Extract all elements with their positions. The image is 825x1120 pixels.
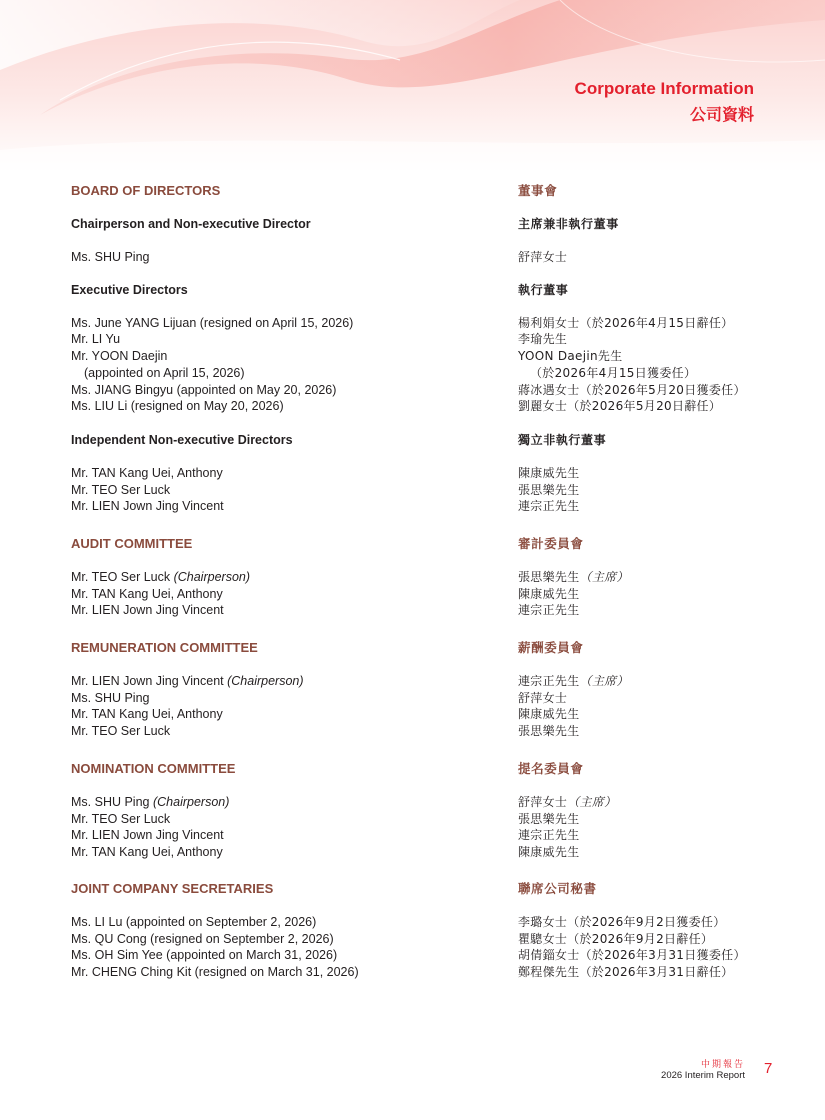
secretaries-english-column <box>71 881 491 981</box>
section-heading: JOINT COMPANY SECRETARIES <box>71 881 274 896</box>
secretary-entry-chinese: 胡倩錙女士（於2026年3月31日獲委任） <box>518 948 746 963</box>
director-entry-chinese: 舒萍女士 <box>518 250 568 264</box>
footer-report-title: 2026 Interim Report <box>661 1070 745 1081</box>
committee-chair-entry <box>71 794 491 811</box>
director-entry: Ms. JIANG Bingyu (appointed on May 20, 2026) <box>71 382 337 397</box>
remuneration-english-column <box>71 640 491 740</box>
director-entry-chinese: 楊利娟女士（於2026年4月15日辭任） <box>518 315 734 330</box>
secretary-entry-chinese: 瞿驄女士（於2026年9月2日辭任） <box>518 931 714 946</box>
director-entry-chinese: 李瑜先生 <box>518 332 568 347</box>
committee-member: Mr. TAN Kang Uei, Anthony <box>71 707 223 722</box>
director-entry-chinese: 張思樂先生 <box>518 482 580 497</box>
committee-chair-entry <box>71 673 491 690</box>
section-heading-chinese: 提名委員會 <box>518 761 584 776</box>
director-entry-chinese: 陳康威先生 <box>518 465 580 480</box>
committee-member-chinese: 陳康威先生 <box>518 586 580 601</box>
board-english-column <box>71 183 491 515</box>
subsection-heading-chinese: 主席兼非執行董事 <box>518 217 619 231</box>
section-heading-chinese: 薪酬委員會 <box>518 640 584 655</box>
audit-english-column <box>71 536 491 619</box>
chairperson-tag: (Chairperson) <box>227 674 304 688</box>
secretary-entry: Ms. LI Lu (appointed on September 2, 2026) <box>71 915 317 929</box>
secretary-entry: Mr. CHENG Ching Kit (resigned on March 31, 2026) <box>71 965 359 980</box>
chairperson-tag: (Chairperson) <box>173 570 251 584</box>
director-entry: Mr. YOON Daejin <box>71 349 168 364</box>
nomination-english-column <box>71 761 491 861</box>
director-entry: Mr. LI Yu <box>71 332 121 347</box>
secretary-entry: Ms. OH Sim Yee (appointed on March 31, 2026) <box>71 948 338 963</box>
secretaries-chinese-column <box>518 881 778 981</box>
director-entry: Ms. June YANG Lijuan (resigned on April 15, 2026) <box>71 315 354 330</box>
secretary-entry-chinese: 鄭程傑先生（於2026年3月31日辭任） <box>518 965 734 980</box>
committee-member: Ms. SHU Ping <box>71 690 150 705</box>
section-heading-chinese: 聯席公司秘書 <box>518 881 597 896</box>
committee-member: Mr. LIEN Jown Jing Vincent <box>71 828 224 843</box>
section-heading-chinese: 董事會 <box>518 183 558 198</box>
committee-member-chinese: 連宗正先生 <box>518 828 580 843</box>
director-entry-note-chinese: （於2026年4月15日獲委任） <box>530 365 697 380</box>
audit-chinese-column <box>518 536 778 619</box>
committee-member: Mr. TAN Kang Uei, Anthony <box>71 845 223 860</box>
committee-chair-entry-chinese <box>518 794 778 811</box>
member-name: Mr. TEO Ser Luck <box>71 570 171 584</box>
director-entry: Mr. LIEN Jown Jing Vincent <box>71 499 224 514</box>
page-title-chinese: 公司資料 <box>689 105 754 124</box>
secretary-entry-chinese: 李璐女士（於2026年9月2日獲委任） <box>518 915 726 929</box>
committee-member-chinese: 張思樂先生 <box>518 724 580 739</box>
section-heading: AUDIT COMMITTEE <box>71 536 193 551</box>
director-entry: Mr. TAN Kang Uei, Anthony <box>71 465 223 480</box>
committee-chair-entry-chinese <box>518 569 778 586</box>
secretary-entry: Ms. QU Cong (resigned on September 2, 2026) <box>71 931 334 946</box>
committee-member-chinese: 張思樂先生 <box>518 811 580 826</box>
committee-member: Mr. TEO Ser Luck <box>71 811 171 826</box>
section-heading: NOMINATION COMMITTEE <box>71 761 236 776</box>
director-entry-chinese: 蔣冰遇女士（於2026年5月20日獲委任） <box>518 382 746 397</box>
committee-member-chinese: 舒萍女士 <box>518 690 568 705</box>
section-heading-chinese: 審計委員會 <box>518 536 584 551</box>
chairperson-tag: (Chairperson) <box>152 795 230 809</box>
section-heading: BOARD OF DIRECTORS <box>71 183 221 198</box>
committee-member-chinese: 連宗正先生 <box>518 603 580 618</box>
director-entry-chinese: 連宗正先生 <box>518 499 580 514</box>
chairperson-tag-chinese: （主席） <box>579 674 629 688</box>
member-name-chinese: 張思樂先生 <box>518 570 580 584</box>
committee-member: Mr. TEO Ser Luck <box>71 724 171 739</box>
section-heading: REMUNERATION COMMITTEE <box>71 640 258 655</box>
committee-member-chinese: 陳康威先生 <box>518 707 580 722</box>
director-entry-chinese: 劉麗女士（於2026年5月20日辭任） <box>518 399 722 414</box>
board-chinese-column <box>518 183 778 515</box>
director-entry: Ms. SHU Ping <box>71 250 150 264</box>
committee-chair-entry-chinese <box>518 673 778 690</box>
subsection-heading: Independent Non-executive Directors <box>71 432 293 447</box>
committee-chair-entry <box>71 569 491 586</box>
page-number: 7 <box>764 1060 773 1077</box>
chairperson-tag-chinese: （主席） <box>579 570 629 584</box>
committee-member-chinese: 陳康威先生 <box>518 845 580 860</box>
chairperson-tag-chinese: （主席） <box>567 795 617 809</box>
subsection-heading-chinese: 執行董事 <box>518 282 569 297</box>
director-entry-note: (appointed on April 15, 2026) <box>84 365 245 380</box>
committee-member: Mr. TAN Kang Uei, Anthony <box>71 586 223 601</box>
subsection-heading-chinese: 獨立非執行董事 <box>518 432 607 447</box>
subsection-heading: Executive Directors <box>71 282 188 297</box>
director-entry: Ms. LIU Li (resigned on May 20, 2026) <box>71 399 284 414</box>
nomination-chinese-column <box>518 761 778 861</box>
page-title: Corporate Information <box>574 79 754 98</box>
member-name-chinese: 連宗正先生 <box>518 674 580 688</box>
director-entry: Mr. TEO Ser Luck <box>71 482 171 497</box>
director-entry-chinese: YOON Daejin先生 <box>518 349 623 364</box>
remuneration-chinese-column <box>518 640 778 740</box>
member-name: Mr. LIEN Jown Jing Vincent <box>71 674 224 688</box>
footer-report-title-chinese: 中期報告 <box>700 1060 745 1070</box>
member-name-chinese: 舒萍女士 <box>518 795 568 809</box>
subsection-heading: Chairperson and Non-executive Director <box>71 217 311 231</box>
member-name: Ms. SHU Ping <box>71 795 150 809</box>
committee-member: Mr. LIEN Jown Jing Vincent <box>71 603 224 618</box>
